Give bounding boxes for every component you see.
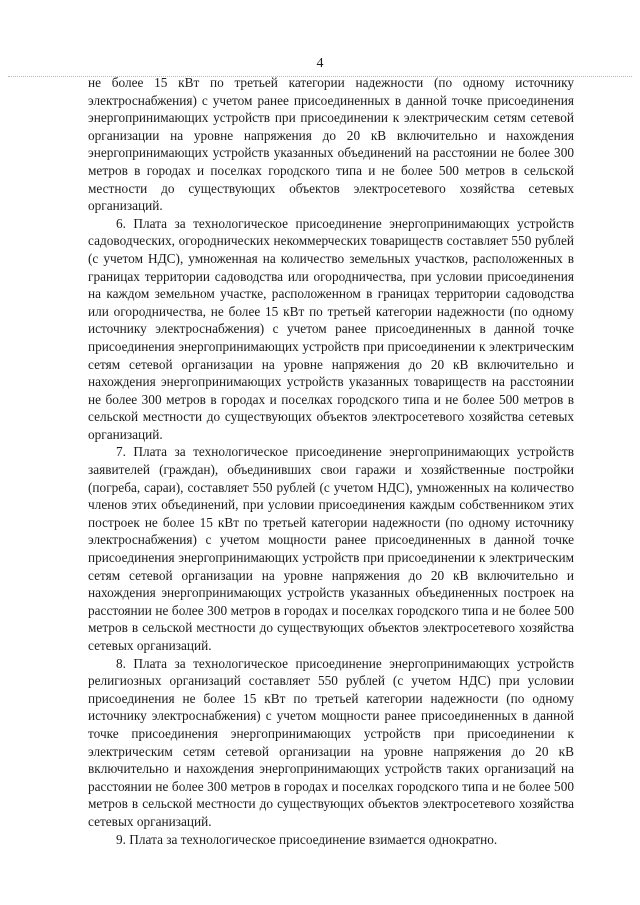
paragraph-6: 6. Плата за технологическое присоединение энергопринимающих устройств садоводческих, огороднических некоммерческих товариществ составляет 550 рублей (с учетом НДС), умноженная на количество земельных участков, расположенных в границах территории садоводства или огородничества, при условии присоединения на каждом земельном участке, расположенном в границах территории садоводства или огородничества, не более 15 кВт по третьей категории надежности (по одному источнику электроснабжения) с учетом ранее присоединенных в данной точке присоединения энергопринимающих устройств при присоединении к электрическим сетям сетевой организации на уровне напряжения до 20 кВ включительно и нахождения энергопринимающих устройств указанных товариществ на расстоянии не более 300 метров в городах и поселках городского типа и не более 500 метров в сельской местности до существующих объектов электросетевого хозяйства сетевых организаций.	[88, 215, 574, 442]
paragraph-continuation: не более 15 кВт по третьей категории надежности (по одному источнику электроснабжения) с учетом ранее присоединенных в данной точке присоединения энергопринимающих устройств при присоединении к электрическим сетям сетевой организации на уровне напряжения до 20 кВ включительно и нахождения энергопринимающих устройств указанных объединений на расстоянии не более 300 метров в городах и поселках городского типа и не более 500 метров в сельской местности до существующих объектов электросетевого хозяйства сетевых организаций.	[88, 75, 574, 214]
page-number: 4	[316, 56, 324, 71]
paragraph-8: 8. Плата за технологическое присоединение энергопринимающих устройств религиозных организаций составляет 550 рублей (с учетом НДС) при условии присоединения не более 15 кВт по третьей категории надежности (по одному источнику электроснабжения) с учетом мощности ранее присоединенных в данной точке присоединения энергопринимающих устройств при присоединении к электрическим сетям сетевой организации на уровне напряжения до 20 кВ включительно и нахождения энергопринимающих устройств таких организаций на расстоянии не более 300 метров в городах и поселках городского типа и не более 500 метров в сельской местности до существующих объектов электросетевого хозяйства сетевых организаций.	[88, 655, 574, 829]
paragraph-9: 9. Плата за технологическое присоединение взимается однократно.	[116, 831, 498, 847]
paragraph-7: 7. Плата за технологическое присоединение энергопринимающих устройств заявителей (граждан), объединивших свои гаражи и хозяйственные постройки (погреба, сараи), составляет 550 рублей (с учетом НДС), умноженных на количество членов этих объединений, при условии присоединения каждым собственником этих построек не более 15 кВт по третьей категории надежности (по одному источнику электроснабжения) с учетом мощности ранее присоединенных в данной точке присоединения энергопринимающих устройств при присоединении к электрическим сетям сетевой организации на уровне напряжения до 20 кВ включительно и нахождения энергопринимающих устройств указанных объединенных построек на расстоянии не более 300 метров в городах и поселках городского типа и не более 500 метров в сельской местности до существующих объектов электросетевого хозяйства сетевых организаций.	[88, 444, 574, 653]
document-body	[88, 74, 574, 848]
